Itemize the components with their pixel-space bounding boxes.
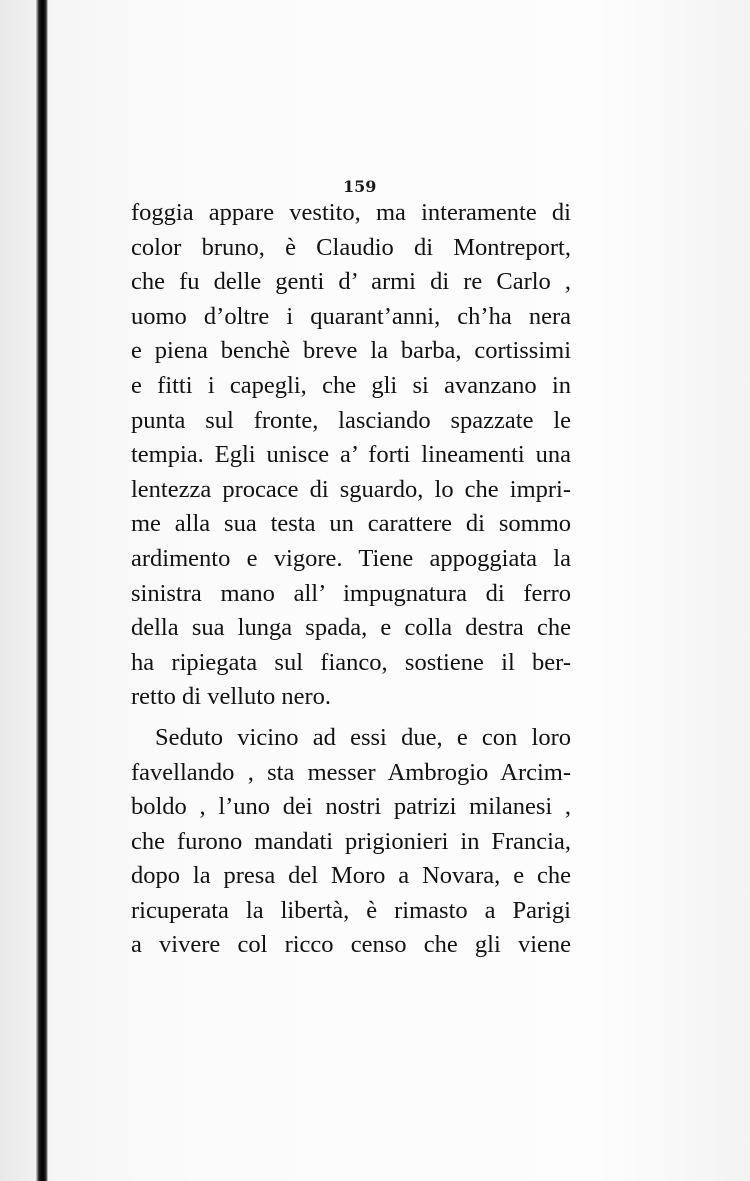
- page-number: 159: [343, 177, 377, 196]
- text-line: sinistra mano all’ impugnatura di ferro: [131, 579, 571, 607]
- text-line: ha ripiegata sul fianco, sostiene il ber-: [131, 648, 571, 676]
- text-line: foggia appare vestito, ma interamente di: [131, 199, 571, 226]
- text-line: lentezza procace di sguardo, lo che impri-: [131, 475, 571, 503]
- body-text: [131, 196, 571, 963]
- text-line: ricuperata la libertà, è rimasto a Parigi: [131, 896, 571, 924]
- text-line: punta sul fronte, lasciando spazzate le: [131, 406, 571, 434]
- text-line: a vivere col ricco censo che gli viene: [131, 931, 571, 959]
- text-line: favellando , sta messer Ambrogio Arcim-: [131, 758, 571, 786]
- book-spine-shadow: [36, 0, 48, 1181]
- text-line: tempia. Egli unisce a’ forti lineamenti una: [131, 441, 571, 469]
- paragraph: [131, 721, 571, 963]
- text-line: che furono mandati prigionieri in Francia,: [131, 827, 571, 855]
- text-line: me alla sua testa un carattere di sommo: [131, 510, 571, 538]
- text-line: della sua lunga spada, e colla destra che: [131, 614, 571, 642]
- text-line: ardimento e vigore. Tiene appoggiata la: [131, 544, 571, 572]
- text-line: che fu delle genti d’ armi di re Carlo ,: [131, 268, 571, 296]
- text-line: uomo d’oltre i quarant’anni, ch’ha nera: [131, 302, 571, 330]
- text-line: e fitti i capegli, che gli si avanzano in: [131, 371, 571, 399]
- text-line: e piena benchè breve la barba, cortissimi: [131, 337, 571, 365]
- text-line: retto di velluto nero.: [131, 683, 332, 711]
- text-line: dopo la presa del Moro a Novara, e che: [131, 862, 571, 890]
- text-line: Seduto vicino ad essi due, e con loro: [155, 723, 571, 751]
- paragraph: [131, 196, 571, 715]
- text-line: boldo , l’uno dei nostri patrizi milanesi ,: [131, 793, 571, 821]
- text-line: color bruno, è Claudio di Montreport,: [131, 233, 571, 261]
